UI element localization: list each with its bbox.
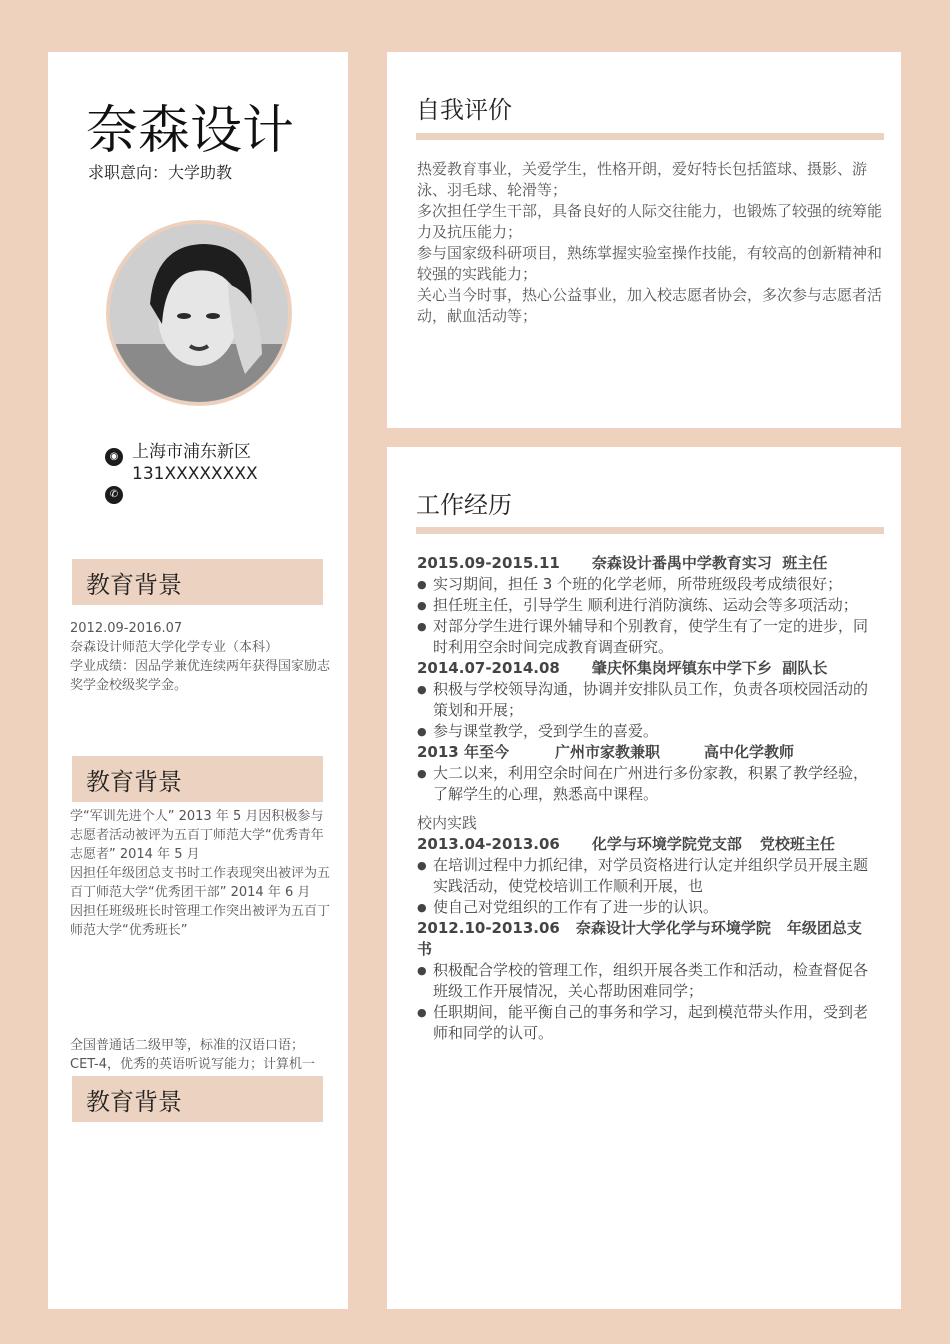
title-divider xyxy=(416,133,884,140)
job-bullet: ● 实习期间，担任 3 个班的化学老师，所带班级段考成绩很好； xyxy=(417,574,875,595)
section-header-honors xyxy=(72,756,323,802)
campus-header xyxy=(417,834,875,855)
self-evaluation-panel xyxy=(387,52,901,428)
text-line: 参与国家级科研项目，熟练掌握实验室操作技能，有较高的创新精神和较强的实践能力； xyxy=(417,244,883,283)
job-date: 2014.07-2014.08 xyxy=(417,659,560,677)
campus-practice-label: 校内实践 xyxy=(417,814,478,832)
text-line: 关心当今时事，热心公益事业，加入校志愿者协会，多次参与志愿者活动，献血活动等； xyxy=(417,286,883,325)
section-header-skills xyxy=(72,1076,323,1122)
campus-bullet: ● 积极配合学校的管理工作，组织开展各类工作和活动，检查督促各班级工作开展情况，关心帮助困难同学； xyxy=(417,960,875,1002)
campus-bullet: ● 任职期间，能平衡自己的事务和学习，起到模范带头作用，受到老师和同学的认可。 xyxy=(417,1002,875,1044)
campus-bullet: ● 在培训过程中力抓纪律，对学员资格进行认定并组织学员开展主题实践活动，使党校培训工作顺利开展，也 xyxy=(417,855,875,897)
job-role: 副队长 xyxy=(782,659,828,677)
address: 上海市浦东新区 xyxy=(132,442,251,462)
job-role: 高中化学教师 xyxy=(704,743,795,761)
skills-details xyxy=(70,1036,335,1074)
job-bullet: ● 对部分学生进行课外辅导和个别教育，使学生有了一定的进步，同时利用空余时间完成教育调查研究。 xyxy=(417,616,875,658)
self-evaluation-title: 自我评价 xyxy=(416,96,512,124)
self-evaluation-text xyxy=(417,159,885,327)
job-role: 班主任 xyxy=(782,554,828,572)
job-bullet: ● 担任班主任，引导学生 顺利进行消防演练、运动会等多项活动； xyxy=(417,595,875,616)
work-experience-panel xyxy=(387,447,901,1309)
section-title: 教育背景 xyxy=(86,571,182,599)
job-date: 2013 年至今 xyxy=(417,743,509,761)
job-bullet: ● 参与课堂教学，受到学生的喜爱。 xyxy=(417,721,875,742)
job-org: 肇庆怀集岗坪镇东中学下乡 xyxy=(591,659,772,677)
title-divider xyxy=(416,527,884,534)
campus-org: 奈森设计大学化学与环境学院 xyxy=(575,919,771,937)
text-line: 因担任班级班长时管理工作突出被评为五百丁师范大学“优秀班长” xyxy=(70,904,331,938)
work-experience-title: 工作经历 xyxy=(416,491,512,519)
education-details xyxy=(70,619,335,695)
phone-number: 131XXXXXXXX xyxy=(132,464,258,484)
job-bullet: ● 积极与学校领导沟通，协调并安排队员工作，负责各项校园活动的策划和开展； xyxy=(417,679,875,721)
campus-header xyxy=(417,918,875,960)
job-bullet: ● 大二以来，利用空余时间在广州进行多份家教，积累了教学经验，了解学生的心理，熟悉高中课程。 xyxy=(417,763,875,805)
campus-role: 年级团总支书 xyxy=(417,919,862,958)
section-header-education xyxy=(72,559,323,605)
work-list xyxy=(417,553,875,1044)
job-org: 奈森设计番禺中学教育实习 xyxy=(591,554,772,572)
text-line: 热爱教育事业，关爱学生，性格开朗，爱好特长包括篮球、摄影、游泳、羽毛球、轮滑等； xyxy=(417,160,868,199)
job-intent: 求职意向：大学助教 xyxy=(88,163,233,182)
text-line: 奈森设计师范大学化学专业（本科） xyxy=(70,640,279,655)
phone-icon: ✆ xyxy=(105,486,123,504)
text-line: CET-4，优秀的英语听说写能力；计算机一 xyxy=(70,1057,316,1072)
job-org: 广州市家教兼职 xyxy=(554,743,660,761)
location-pin-icon: ◉ xyxy=(105,448,123,466)
job-header xyxy=(417,742,875,763)
campus-bullet: ● 使自己对党组织的工作有了进一步的认识。 xyxy=(417,897,875,918)
text-line: 多次担任学生干部，具备良好的人际交往能力，也锻炼了较强的统筹能力及抗压能力； xyxy=(417,202,883,241)
text-line: 全国普通话二级甲等，标准的汉语口语； xyxy=(70,1038,305,1053)
campus-date: 2013.04-2013.06 xyxy=(417,835,560,853)
campus-org: 化学与环境学院党支部 xyxy=(591,835,742,853)
job-date: 2015.09-2015.11 xyxy=(417,554,560,572)
profile-photo xyxy=(106,220,292,406)
text-line: 因担任年级团总支书时工作表现突出被评为五百丁师范大学“优秀团干部” 2014 年 6 月 xyxy=(70,866,331,900)
campus-date: 2012.10-2013.06 xyxy=(417,919,560,937)
section-title: 教育背景 xyxy=(86,768,182,796)
text-line: 2012.09-2016.07 xyxy=(70,621,183,636)
portrait-image xyxy=(110,224,288,402)
honors-details xyxy=(70,807,335,940)
text-line: 学业成绩：因品学兼优连续两年获得国家励志奖学金校级奖学金。 xyxy=(70,659,331,693)
section-title: 教育背景 xyxy=(86,1088,182,1116)
candidate-name: 奈森设计 xyxy=(86,101,295,161)
job-header xyxy=(417,658,875,679)
left-sidebar-panel xyxy=(48,52,348,1309)
campus-role: 党校班主任 xyxy=(759,835,835,853)
job-header xyxy=(417,553,875,574)
text-line: 学“军训先进个人” 2013 年 5 月因积极参与志愿者活动被评为五百丁师范大学“优秀青年志愿者” 2014 年 5 月 xyxy=(70,809,324,862)
